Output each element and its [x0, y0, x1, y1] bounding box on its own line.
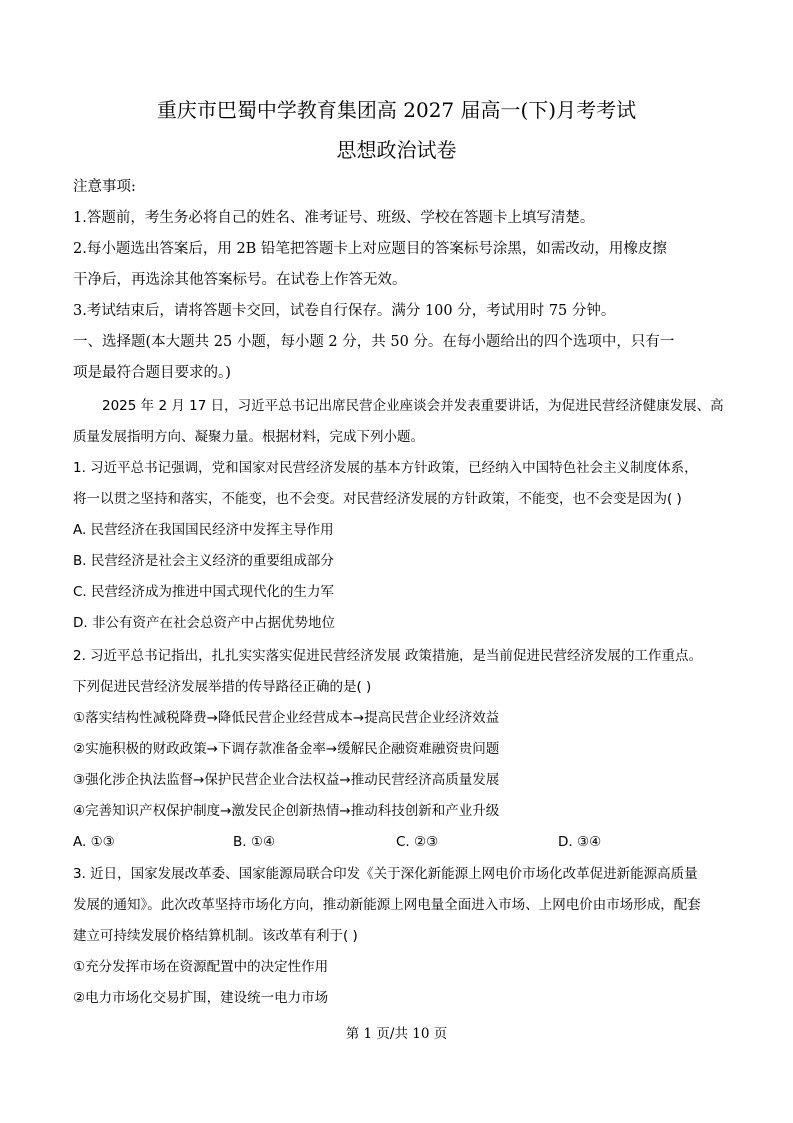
q1-option-a: A. 民营经济在我国国民经济中发挥主导作用 [73, 522, 334, 538]
page-footer: 第 1 页/共 10 页 [345, 1026, 448, 1042]
q2-item-3: ③强化涉企执法监督→保护民营企业合法权益→推动民营经济高质量发展 [73, 772, 500, 788]
notice-item-1: 1.答题前，考生务必将自己的姓名、准考证号、班级、学校在答题卡上填写清楚。 [73, 210, 595, 226]
q3-item-2: ②电力市场化交易扩围，建设统一电力市场 [73, 990, 329, 1006]
q1-stem-line-2: 将一以贯之坚持和落实，不能变，也不会变。对民营经济发展的方针政策，不能变，也不会变是因为( ) [73, 491, 682, 507]
notice-heading: 注意事项: [73, 179, 136, 195]
q3-stem-line-2: 发展的通知》。此次改革坚持市场化方向，推动新能源上网电量全面进入市场、上网电价由市场形成，配套 [73, 897, 701, 913]
q2-option-d: D. ③④ [558, 834, 602, 850]
q1-stem-line-1: 1. 习近平总书记强调，党和国家对民营经济发展的基本方针政策，已经纳入中国特色社会主义制度体系， [73, 460, 698, 476]
q1-option-b: B. 民营经济是社会主义经济的重要组成部分 [73, 553, 334, 569]
q3-item-1: ①充分发挥市场在资源配置中的决定性作用 [73, 959, 329, 975]
notice-item-3: 3.考试结束后，请将答题卡交回，试卷自行保存。满分 100 分，考试用时 75 分钟。 [73, 303, 616, 319]
q3-stem-line-1: 3. 近日，国家发展改革委、国家能源局联合印发《关于深化新能源上网电价市场化改革促进新能源高质量 [73, 866, 698, 882]
section-heading-line-1: 一、选择题(本大题共 25 小题，每小题 2 分，共 50 分。在每小题给出的四个选项中，只有一 [73, 334, 675, 350]
notice-item-2-line-1: 2.每小题选出答案后，用 2B 铅笔把答题卡上对应题目的答案标号涂黑，如需改动，用橡皮擦 [73, 241, 667, 257]
q2-option-a: A. ①③ [73, 834, 115, 850]
section-heading-line-2: 项是最符合题目要求的。) [73, 365, 231, 381]
exam-title: 重庆市巴蜀中学教育集团高 2027 届高一(下)月考考试 [156, 98, 637, 122]
notice-item-2-line-2: 干净后，再选涂其他答案标号。在试卷上作答无效。 [73, 272, 407, 288]
q1-option-d: D. 非公有资产在社会总资产中占据优势地位 [73, 615, 335, 631]
q2-item-4: ④完善知识产权保护制度→激发民企创新热情→推动科技创新和产业升级 [73, 803, 500, 819]
exam-subtitle: 思想政治试卷 [336, 138, 457, 162]
q2-option-c: C. ②③ [396, 834, 439, 850]
material-line-1: 2025 年 2 月 17 日，习近平总书记出席民营企业座谈会并发表重要讲话，为促进民营经济健康发展、高 [102, 398, 724, 414]
q2-item-2: ②实施积极的财政政策→下调存款准备金率→缓解民企融资难融资贵问题 [73, 741, 500, 757]
q2-option-b: B. ①④ [233, 834, 276, 850]
q2-stem-line-2: 下列促进民营经济发展举措的传导路径正确的是( ) [73, 679, 372, 695]
q2-stem-line-1: 2. 习近平总书记指出，扎扎实实落实促进民营经济发展 政策措施，是当前促进民营经济发展的工作重点。 [73, 648, 702, 664]
material-line-2: 质量发展指明方向、凝聚力量。根据材料，完成下列小题。 [73, 429, 424, 445]
q2-item-1: ①落实结构性减税降费→降低民营企业经营成本→提高民营企业经济效益 [73, 710, 500, 726]
q3-stem-line-3: 建立可持续发展价格结算机制。该改革有利于( ) [73, 928, 358, 944]
q1-option-c: C. 民营经济成为推进中国式现代化的生力军 [73, 584, 335, 600]
